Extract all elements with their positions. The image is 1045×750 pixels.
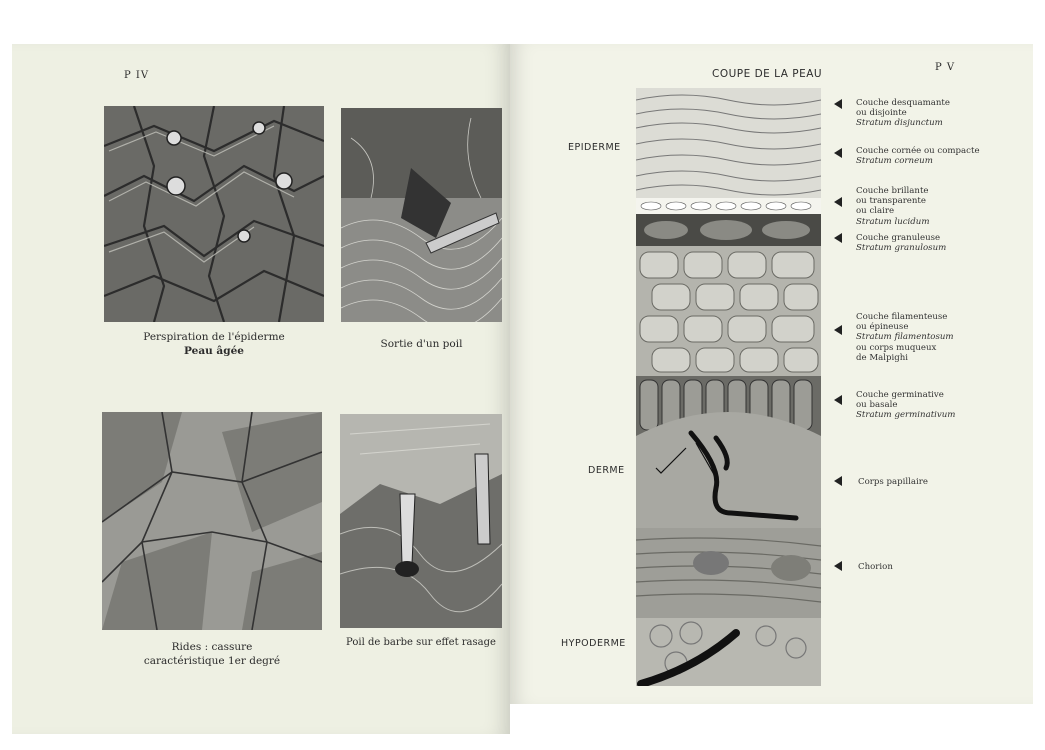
annotation-line: Couche brillante <box>856 186 929 196</box>
annotation-line: de Malpighi <box>856 352 909 363</box>
annotation-latin: Stratum granulosum <box>856 243 947 254</box>
arrow-pointer <box>834 233 842 243</box>
annotation-line: Chorion <box>858 562 893 572</box>
annotation-latin: Stratum disjunctum <box>856 118 943 129</box>
label-hypoderme: HYPODERME <box>561 638 626 649</box>
annotation-germinative <box>856 390 955 421</box>
annotation-line: Couche filamenteuse <box>856 312 948 322</box>
annotation-line: Couche cornée ou compacte <box>856 146 980 156</box>
page-number-left: P IV <box>124 70 150 81</box>
annotation-latin: Stratum filamentosum <box>856 332 954 343</box>
caption-line: Rides : cassure <box>171 641 253 653</box>
page-number-right: P V <box>935 62 956 73</box>
annotation-line: ou disjointe <box>856 108 907 119</box>
annotation-line: Couche germinative <box>856 390 944 400</box>
label-epiderme: EPIDERME <box>568 142 621 153</box>
caption-line: Perspiration de l'épiderme <box>143 331 285 343</box>
annotation-latin: Stratum germinativum <box>856 410 956 421</box>
page-title: COUPE DE LA PEAU <box>712 68 823 80</box>
skin-cross-section-diagram <box>636 88 821 686</box>
annotation-brillante <box>856 186 929 227</box>
annotation-line: ou épineuse <box>856 322 909 333</box>
annotation-cornee <box>856 146 980 166</box>
annotation-chorion <box>858 562 893 572</box>
arrow-pointer <box>834 99 842 109</box>
photo-perspiration <box>104 106 324 322</box>
annotation-line: ou claire <box>856 206 895 217</box>
annotation-filamenteuse <box>856 312 954 363</box>
arrow-pointer <box>834 395 842 405</box>
annotation-line: ou transparente <box>856 196 926 207</box>
annotation-latin: Stratum lucidum <box>856 216 930 227</box>
annotation-line: ou corps muqueux <box>856 342 937 353</box>
annotation-granuleuse <box>856 233 946 253</box>
arrow-pointer <box>834 476 842 486</box>
caption-line: Peau âgée <box>184 345 244 357</box>
annotation-latin: Stratum corneum <box>856 156 933 167</box>
photo-beard-hair <box>340 414 502 628</box>
annotation-line: ou basale <box>856 400 898 411</box>
caption-perspiration <box>104 330 324 358</box>
annotation-corps-papillaire <box>858 477 928 487</box>
annotation-desquamante <box>856 98 950 129</box>
arrow-pointer <box>834 197 842 207</box>
photo-hair-exit <box>341 108 502 322</box>
caption-line: caractéristique 1er degré <box>143 655 281 667</box>
arrow-pointer <box>834 325 842 335</box>
annotation-line: Couche granuleuse <box>856 233 941 243</box>
annotation-line: Corps papillaire <box>858 477 928 487</box>
caption-beard-hair: Poil de barbe sur effet rasage <box>346 637 496 648</box>
arrow-pointer <box>834 561 842 571</box>
arrow-pointer <box>834 148 842 158</box>
caption-hair-exit: Sortie d'un poil <box>380 338 463 350</box>
label-derme: DERME <box>588 465 625 476</box>
photo-wrinkles <box>102 412 322 630</box>
annotation-line: Couche desquamante <box>856 98 950 108</box>
caption-wrinkles <box>102 640 322 668</box>
